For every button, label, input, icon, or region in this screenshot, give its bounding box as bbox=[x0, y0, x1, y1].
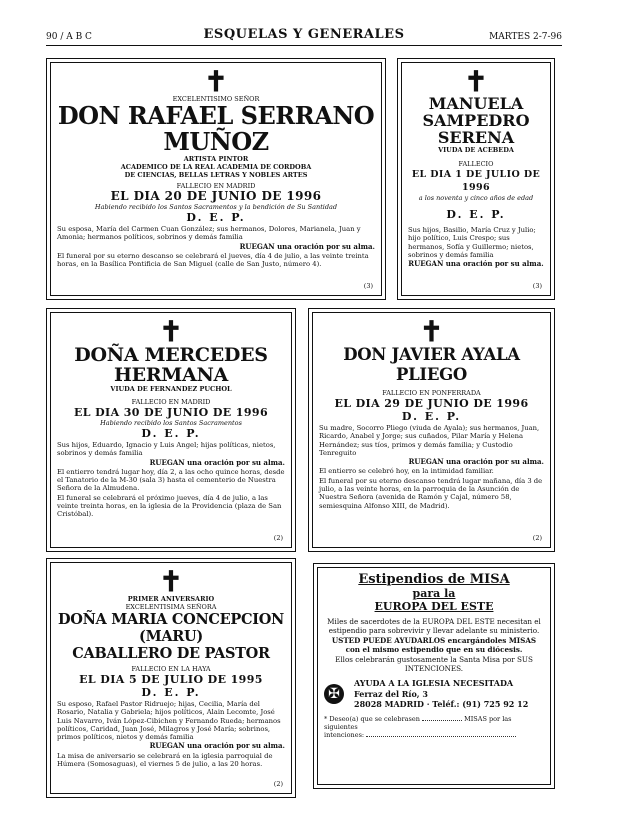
dep: D. E. P. bbox=[186, 211, 246, 224]
cross-icon: ✝ bbox=[159, 565, 183, 598]
ruegan: RUEGAN una oración por su alma. bbox=[408, 259, 544, 269]
org-city-phone: 28028 MADRID · Teléf.: (91) 725 92 12 bbox=[354, 699, 529, 709]
ruegan: RUEGAN una oración por su alma. bbox=[149, 741, 285, 751]
burial-text: El entierro tendrá lugar hoy, día 2, a las ocho quince horas, desde el Tanatorio de la M-30 (sala 3) hasta el cementerio de Nuestra Señora de la Almudena. bbox=[57, 467, 285, 493]
deceased-name-line-1: MANUELA SAMPEDRO bbox=[422, 94, 530, 130]
sacraments: Habiendo recibido los Santos Sacramentos y la bendición de Su Santidad bbox=[94, 203, 338, 211]
ad-text-2: USTED PUEDE AYUDARLOS encargándoles MISAS con el mismo estipendio que en su diócesis. bbox=[331, 636, 537, 654]
order-form bbox=[324, 715, 544, 739]
family-text: Sus hijos, Basilio, María Cruz y Julio; hijo político, Luis Crespo; sus hermanos, Sofía y Guillermo; nietos, sobrinos y demás familia bbox=[408, 226, 536, 259]
form-text-3: intenciones: bbox=[324, 730, 365, 739]
ad-code: (3) bbox=[532, 282, 542, 290]
role-line-2: ACADEMICO DE LA REAL ACADEMIA DE CORDOBA bbox=[120, 163, 312, 171]
death-date: EL DIA 5 DE JULIO DE 1995 bbox=[79, 673, 263, 686]
family-text: Su madre, Socorro Pliego (viuda de Ayala); sus hermanos, Juan, Ricardo, Anabel y Jorge; sus cuñados, Pilar María y Helena Hernández; sus tíos, primos y demás familia; y Custodio Tenreguito bbox=[319, 424, 540, 457]
subtitle: VIUDA DE ACEBEDA bbox=[438, 146, 514, 154]
organization-block bbox=[324, 678, 544, 710]
death-date: EL DIA 20 DE JUNIO DE 1996 bbox=[110, 189, 322, 203]
sacraments: Habiendo recibido los Santos Sacramentos bbox=[100, 419, 242, 427]
deceased-name: DON JAVIER AYALA PLIEGO bbox=[343, 345, 520, 384]
family-text: Sus hijos, Eduardo, Ignacio y Luis Angel; hijas políticas, nietos, sobrinos y demás familia bbox=[57, 441, 276, 458]
ad-code: (2) bbox=[273, 780, 283, 788]
ad-region: EUROPA DEL ESTE bbox=[374, 600, 494, 613]
cross-icon: ✝ bbox=[159, 315, 183, 348]
role-line-1: ARTISTA PINTOR bbox=[183, 155, 249, 163]
honorific: EXCELENTISIMA SEÑORA bbox=[125, 603, 217, 611]
death-place: FALLECIO EN PONFERRADA bbox=[382, 389, 481, 397]
death-place: FALLECIO EN MADRID bbox=[176, 182, 256, 190]
cross-logo-icon: ✠ bbox=[324, 684, 344, 704]
honorific: EXCELENTISIMO SEÑOR bbox=[172, 95, 260, 103]
family-text: Su esposa, María del Carmen Cuan González; sus hermanos, Dolores, Marianela, Juan y Amonia; hermanos políticos, sobrinos y demás familia bbox=[57, 225, 361, 242]
funeral-text: El funeral por su eterno descanso tendrá lugar mañana, día 3 de julio, a las veinte horas, en la parroquia de la Asunción de Nuestra Señora (avenida de Ramón y Cajal, número 58, semiesquina Alfonso XIII, de Madrid). bbox=[319, 476, 543, 510]
obituary-sampedro bbox=[397, 58, 555, 300]
obituary-hermana bbox=[46, 308, 296, 552]
ad-code: (2) bbox=[532, 534, 542, 542]
ruegan: RUEGAN una oración por su alma. bbox=[239, 241, 375, 251]
obituary-serrano bbox=[46, 58, 386, 300]
death-place: FALLECIO bbox=[458, 160, 494, 168]
obituary-caballero bbox=[46, 558, 296, 798]
cross-icon: ✝ bbox=[464, 65, 488, 98]
mass-stipend-ad bbox=[313, 563, 555, 789]
obituary-ayala bbox=[308, 308, 555, 552]
page-number: 90 / A B C bbox=[46, 32, 92, 42]
age: a los noventa y cinco años de edad bbox=[418, 194, 534, 202]
ruegan: RUEGAN una oración por su alma. bbox=[408, 457, 544, 467]
mass-text: La misa de aniversario se celebrará en la iglesia parroquial de Húmera (Somosaguas), el viernes 5 de julio, a las 20 horas. bbox=[57, 751, 273, 769]
header-rule bbox=[46, 45, 562, 46]
ad-text-3: Ellos celebrarán gustosamente la Santa Misa por SUS INTENCIONES. bbox=[335, 655, 533, 673]
form-intentions-blank[interactable] bbox=[366, 736, 516, 737]
death-date: EL DIA 30 DE JUNIO DE 1996 bbox=[73, 406, 269, 419]
death-place: FALLECIO EN MADRID bbox=[131, 398, 211, 406]
funeral-text: El funeral por su eterno descanso se celebrará el jueves, día 4 de julio, a las veinte treinta horas, en la Basílica Pontificia de San Miguel (calle de San Justo, número 4). bbox=[57, 251, 369, 269]
ad-code: (3) bbox=[363, 282, 373, 290]
cross-icon: ✝ bbox=[419, 315, 444, 348]
form-text-1: * Deseo(a) que se celebrasen bbox=[324, 714, 420, 723]
cross-icon: ✝ bbox=[204, 65, 228, 98]
org-name: AYUDA A LA IGLESIA NECESITADA bbox=[354, 678, 514, 688]
anniversary: PRIMER ANIVERSARIO bbox=[127, 595, 215, 603]
deceased-name-line-2: CABALLERO DE PASTOR bbox=[72, 645, 270, 662]
page-header bbox=[46, 27, 562, 44]
ad-text-1: Miles de sacerdotes de la EUROPA DEL ESTE necesitan el estipendio para sobrevivir y llevar adelante su ministerio. bbox=[327, 617, 541, 635]
deceased-name: DON RAFAEL SERRANO MUÑOZ bbox=[57, 101, 375, 156]
deceased-name: DOÑA MERCEDES HERMANA bbox=[74, 344, 268, 386]
section-title: ESQUELAS Y GENERALES bbox=[203, 27, 405, 42]
death-date: EL DIA 1 DE JULIO DE 1996 bbox=[411, 169, 541, 193]
family-text: Su esposo, Rafael Pastor Ridruejo; hijas, Cecilia, María del Rosario, Natalia y Gabriela; hijos políticos, Alain Lecomte, José Luis Navarro, Iván López-Cibichen y Fernando Rueda; hermanos políticos, Caridad, Juan José, Milagros y José María; sobrinos, primos políticos, nietos y demás familia bbox=[57, 700, 281, 742]
ad-code: (2) bbox=[273, 534, 283, 542]
dep: D. E. P. bbox=[401, 410, 462, 423]
subtitle: VIUDA DE FERNANDEZ PUCHOL bbox=[110, 385, 232, 393]
dep: D. E. P. bbox=[446, 208, 506, 221]
issue-date: MARTES 2-7-96 bbox=[489, 32, 562, 42]
deceased-name-line-2: SERENA bbox=[437, 128, 515, 147]
ruegan: RUEGAN una oración por su alma. bbox=[149, 457, 285, 467]
death-place: FALLECIO EN LA HAYA bbox=[131, 665, 211, 673]
ad-title: Estipendios de MISA bbox=[358, 572, 510, 587]
ad-para: para la bbox=[412, 587, 456, 600]
funeral-text: El funeral se celebrará el próximo jueves, día 4 de julio, a las veinte treinta horas, en la iglesia de la Providencia (plaza de San Cristóbal). bbox=[57, 493, 282, 519]
death-date: EL DIA 29 DE JUNIO DE 1996 bbox=[334, 397, 529, 410]
org-street: Ferraz del Río, 3 bbox=[354, 688, 428, 699]
deceased-name-line-1: DOÑA MARIA CONCEPCION (MARU) bbox=[57, 611, 285, 645]
dep: D. E. P. bbox=[141, 427, 201, 440]
burial-text: El entierro se celebró hoy, en la intimidad familiar. bbox=[319, 467, 494, 476]
role-line-3: DE CIENCIAS, BELLAS LETRAS Y NOBLES ARTES bbox=[124, 171, 308, 179]
form-text-2: MISAS por las siguientes bbox=[324, 714, 512, 731]
dep: D. E. P. bbox=[141, 686, 201, 699]
form-blank[interactable] bbox=[422, 720, 462, 721]
